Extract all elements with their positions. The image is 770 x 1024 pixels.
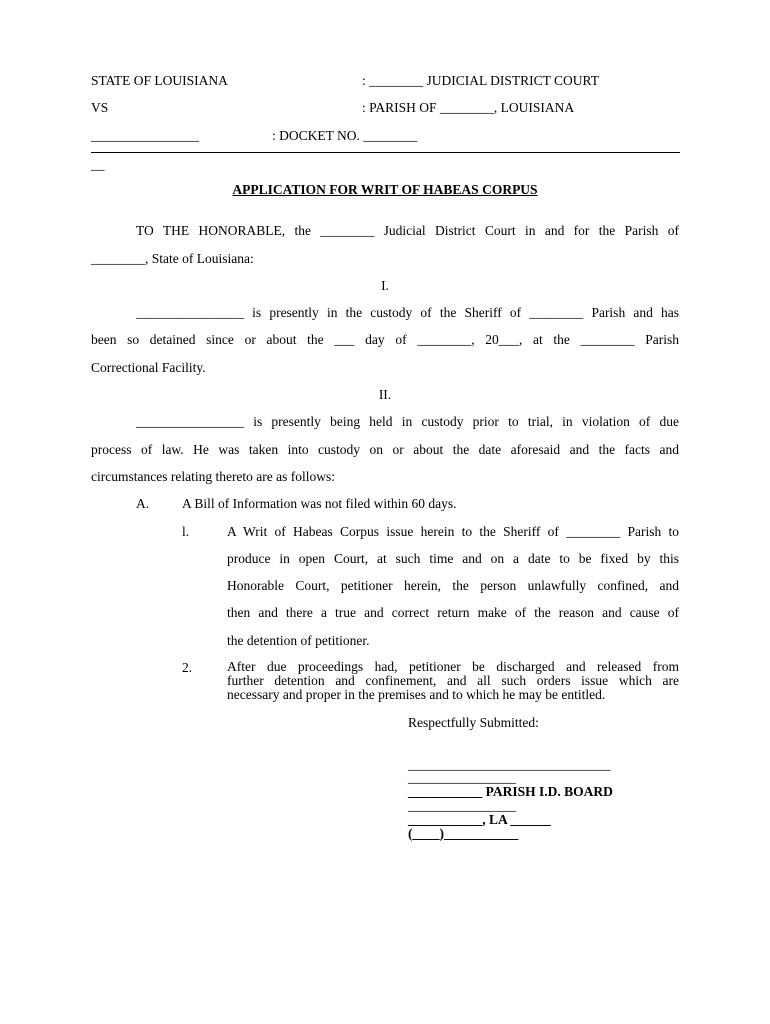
signature-name-line: ________________: [408, 770, 516, 785]
caption-court: : ________ JUDICIAL DISTRICT COURT: [362, 73, 599, 88]
prayer-1-line-4: then and there a true and correct return make of the reason and cause of: [227, 605, 679, 620]
prayer-1-line-2: produce in open Court, at such time and on a date to be fixed by this: [227, 551, 679, 566]
section-2-line-2: process of law. He was taken into custody on or about the date aforesaid and the facts and: [91, 442, 679, 457]
item-a-label: A.: [136, 496, 150, 511]
document-title: APPLICATION FOR WRIT OF HABEAS CORPUS: [232, 182, 538, 197]
caption-vs: VS: [91, 100, 109, 115]
caption-parish: : PARISH OF ________, LOUISIANA: [362, 100, 575, 115]
section-1-line-3: Correctional Facility.: [91, 360, 206, 375]
caption-docket: : DOCKET NO. ________: [272, 128, 418, 143]
prayer-2-line-1: After due proceedings had, petitioner be discharged and released from: [227, 659, 679, 674]
caption-rule-tail: __: [91, 157, 105, 172]
caption-party-blank: ________________: [91, 128, 199, 143]
section-2-line-1: ________________ is presently being held in custody prior to trial, in violation of due: [136, 414, 679, 429]
prayer-1-line-3: Honorable Court, petitioner herein, the person unlawfully confined, and: [227, 578, 679, 593]
section-1-line-2: been so detained since or about the ___ day of ________, 20___, at the ________ Parish: [91, 332, 679, 347]
item-a-text: A Bill of Information was not filed within 60 days.: [182, 496, 457, 511]
prayer-2-line-3: necessary and proper in the premises and to which he may be entitled.: [227, 687, 606, 702]
signature-city: ___________, LA ______: [408, 812, 551, 827]
signature-phone: (____)___________: [408, 826, 519, 841]
section-2-numeral: II.: [378, 387, 392, 402]
section-2-line-3: circumstances relating thereto are as follows:: [91, 469, 336, 484]
signature-address-line: ________________: [408, 798, 516, 813]
section-1-line-1: ________________ is presently in the custody of the Sheriff of ________ Parish and has: [136, 305, 679, 320]
closing-text: Respectfully Submitted:: [408, 715, 539, 730]
caption-divider: [91, 152, 680, 153]
signature-line: ______________________________: [408, 757, 611, 772]
prayer-1-label: l.: [182, 524, 190, 539]
signature-board: ___________ PARISH I.D. BOARD: [408, 784, 613, 799]
intro-line-1: TO THE HONORABLE, the ________ Judicial District Court in and for the Parish of: [136, 223, 679, 238]
prayer-1-line-1: A Writ of Habeas Corpus issue herein to the Sheriff of ________ Parish to: [227, 524, 679, 539]
section-1-numeral: I.: [381, 278, 389, 293]
prayer-2-label: 2.: [182, 660, 193, 675]
prayer-1-line-5: the detention of petitioner.: [227, 633, 370, 648]
intro-line-2: ________, State of Louisiana:: [91, 251, 254, 266]
prayer-2-line-2: further detention and confinement, and all such orders issue which are: [227, 673, 679, 688]
caption-state: STATE OF LOUISIANA: [91, 73, 228, 88]
